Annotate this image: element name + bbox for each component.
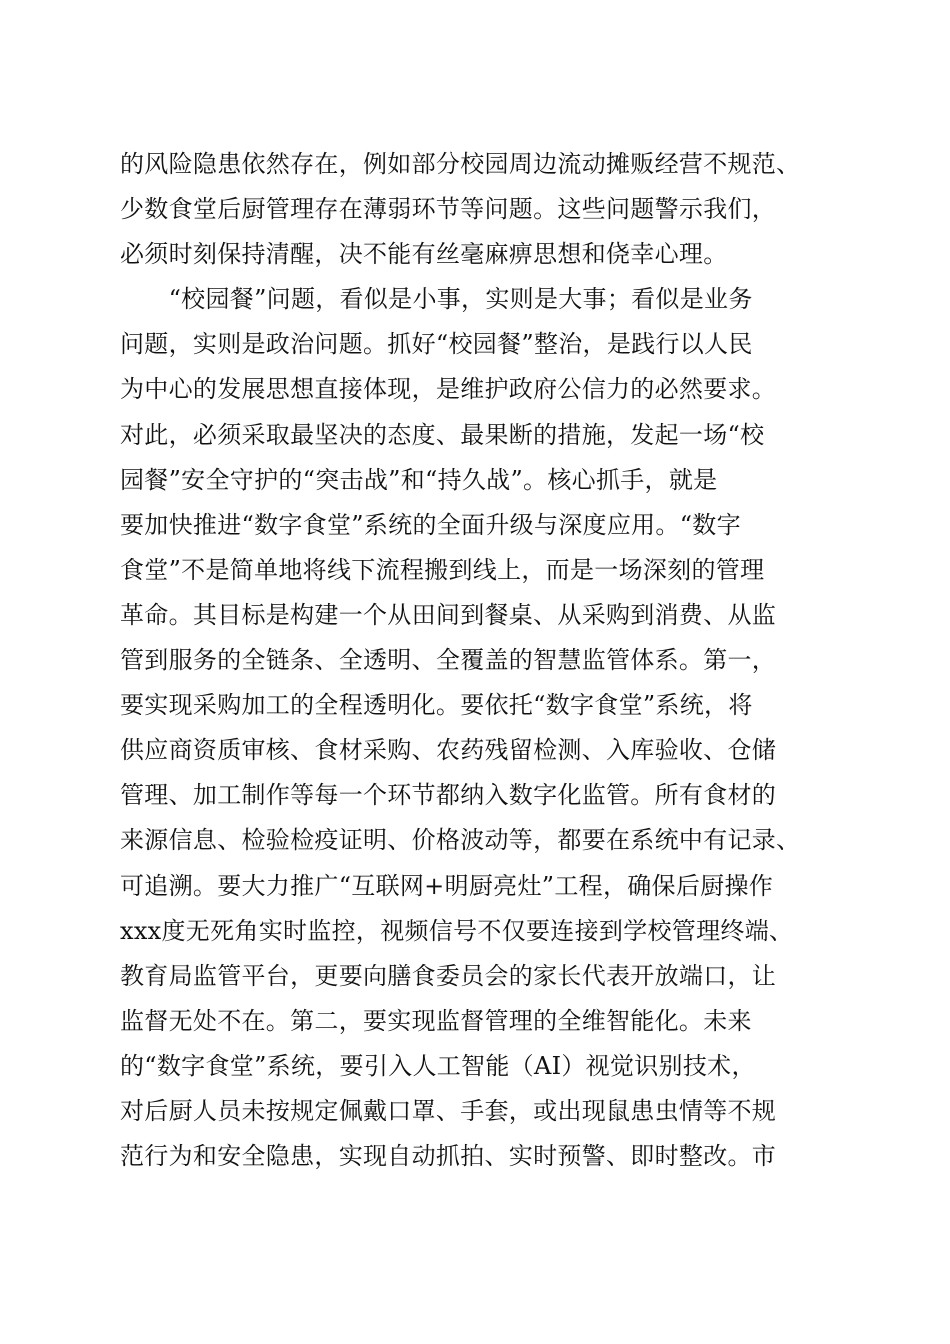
- text-line: 对后厨人员未按规定佩戴口罩、手套，或出现鼠患虫情等不规: [120, 1096, 777, 1125]
- text-line: 管到服务的全链条、全透明、全覆盖的智慧监管体系。第一，: [120, 646, 777, 675]
- text-line: 园餐”安全守护的“突击战”和“持久战”。核心抓手，就是: [120, 465, 718, 494]
- text-line: 来源信息、检验检疫证明、价格波动等，都要在系统中有记录、: [120, 826, 801, 855]
- text-line: 要实现采购加工的全程透明化。要依托“数字食堂”系统，将: [120, 691, 753, 720]
- text-line: xxx度无死角实时监控，视频信号不仅要连接到学校管理终端、: [120, 916, 794, 945]
- body-text: [120, 142, 840, 1179]
- text-line: 食堂”不是简单地将线下流程搬到线上，而是一场深刻的管理: [120, 555, 765, 584]
- text-line: 范行为和安全隐患，实现自动抓拍、实时预警、即时整改。市: [120, 1142, 777, 1171]
- text-line: 对此，必须采取最坚决的态度、最果断的措施，发起一场“校: [120, 420, 765, 449]
- text-line: 少数食堂后厨管理存在薄弱环节等问题。这些问题警示我们，: [120, 195, 777, 224]
- text-line: 的风险隐患依然存在，例如部分校园周边流动摊贩经营不规范、: [120, 150, 801, 178]
- text-line: 教育局监管平台，更要向膳食委员会的家长代表开放端口，让: [120, 961, 777, 990]
- text-line: 要加快推进“数字食堂”系统的全面升级与深度应用。“数字: [120, 510, 741, 539]
- text-line: 的“数字食堂”系统，要引入人工智能（AI）视觉识别技术，: [120, 1051, 756, 1080]
- text-line: 管理、加工制作等每一个环节都纳入数字化监管。所有食材的: [120, 781, 777, 810]
- text-line: 革命。其目标是构建一个从田间到餐桌、从采购到消费、从监: [120, 600, 777, 629]
- text-line: 问题，实则是政治问题。抓好“校园餐”整治，是践行以人民: [120, 330, 753, 359]
- text-line: 监督无处不在。第二，要实现监督管理的全维智能化。未来: [120, 1006, 752, 1035]
- text-line: 供应商资质审核、食材采购、农药残留检测、入库验收、仓储: [120, 736, 777, 765]
- text-line: 必须时刻保持清醒，决不能有丝毫麻痹思想和侥幸心理。: [120, 240, 728, 269]
- text-line: 为中心的发展思想直接体现，是维护政府公信力的必然要求。: [120, 375, 777, 404]
- text-line: 可追溯。要大力推广“互联网+明厨亮灶”工程，确保后厨操作: [120, 871, 774, 900]
- text-line: “校园餐”问题，看似是小事，实则是大事；看似是业务: [120, 285, 753, 314]
